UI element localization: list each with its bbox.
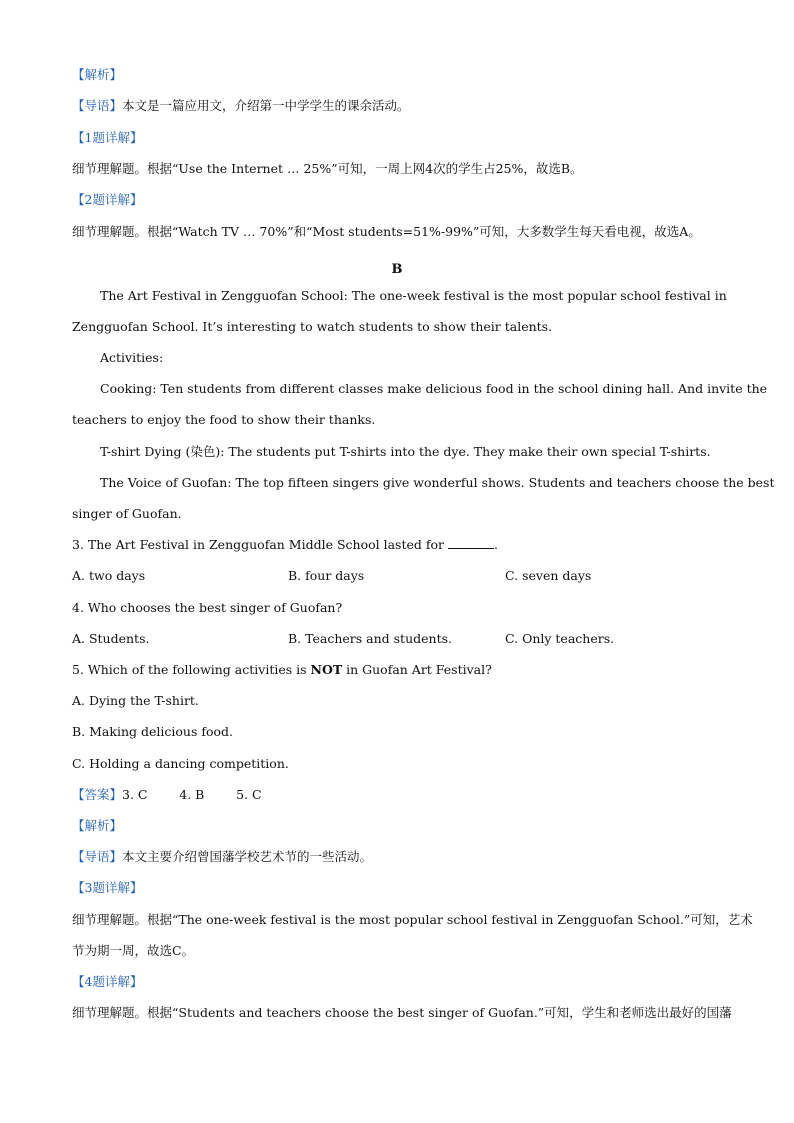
passage-voice-a: The Voice of Guofan: The top fifteen singers give wonderful shows. Students and teachers choose the best [100,475,775,490]
q5-stem-post: in Guofan Art Festival? [342,662,492,677]
q1-label: 【1题详解】 [72,130,143,145]
intro-text: 本文是一篇应用文，介绍第一中学学生的课余活动。 [122,98,410,113]
passage-tshirt: T-shirt Dying (染色): The students put T-shirts into the dye. They make their own special T-shirts. [100,444,711,459]
q2-label: 【2题详解】 [72,192,143,207]
q5-stem-pre: 5. Which of the following activities is [72,662,311,677]
q3-stem-text: 3. The Art Festival in Zengguofan Middle School lasted for [72,537,444,552]
intro-label: 【导语】 [72,98,123,113]
q3-stem-end: . [493,537,498,552]
q3-detail-label: 【3题详解】 [72,880,143,895]
q5-option-c: C. Holding a dancing competition. [72,756,289,771]
passage-p1a: The Art Festival in Zengguofan School: The one-week festival is the most popular school festival in [100,288,727,303]
q4-detail-label: 【4题详解】 [72,974,143,989]
answer-line [72,787,724,803]
q4-option-b: B. Teachers and students. [288,631,452,646]
section-b-title: B [391,262,403,277]
passage-p1b: Zengguofan School. It’s interesting to watch students to show their talents. [72,319,553,334]
passage-cooking-b: teachers to enjoy the food to show their thanks. [72,412,376,427]
q4-option-a: A. Students. [72,631,150,646]
q5-option-a: A. Dying the T-shirt. [72,693,199,708]
analysis-label: 【解析】 [72,67,123,82]
passage-voice-b: singer of Guofan. [72,506,182,521]
q3-option-a: A. two days [72,568,146,583]
q4-detail-text: 细节理解题。根据“Students and teachers choose the best singer of Guofan.”可知，学生和老师选出最好的国藩 [72,1005,732,1020]
q3-detail-text-a: 细节理解题。根据“The one-week festival is the most popular school festival in Zengguofan School.”可知，艺术 [72,912,753,927]
q5-option-b: B. Making delicious food. [72,724,233,739]
q4-option-c: C. Only teachers. [505,631,615,646]
q4-stem: 4. Who chooses the best singer of Guofan? [72,600,343,615]
intro2-line [72,849,724,865]
intro-line [72,98,724,114]
q5-stem-bold: NOT [310,662,343,677]
q3-option-b: B. four days [288,568,365,583]
analysis2-label: 【解析】 [72,818,123,833]
intro2-text: 本文主要介绍曾国藩学校艺术节的一些活动。 [122,849,373,864]
answer-text: 3. C 4. B 5. C [122,787,262,802]
q5-stem [72,662,724,678]
intro2-label: 【导语】 [72,849,123,864]
q3-answer-blank [448,537,494,549]
passage-activities: Activities: [100,350,164,365]
q2-text: 细节理解题。根据“Watch TV … 70%”和“Most students=51%-99%”可知，大多数学生每天看电视，故选A。 [72,224,701,239]
q3-option-c: C. seven days [505,568,592,583]
passage-cooking-a: Cooking: Ten students from different classes make delicious food in the school dining hall. And invite the [100,381,768,396]
q3-stem [72,537,724,553]
answer-label: 【答案】 [72,787,123,802]
q1-text: 细节理解题。根据“Use the Internet … 25%”可知，一周上网4次的学生占25%，故选B。 [72,161,583,176]
q3-detail-text-b: 节为期一周，故选C。 [72,943,195,958]
